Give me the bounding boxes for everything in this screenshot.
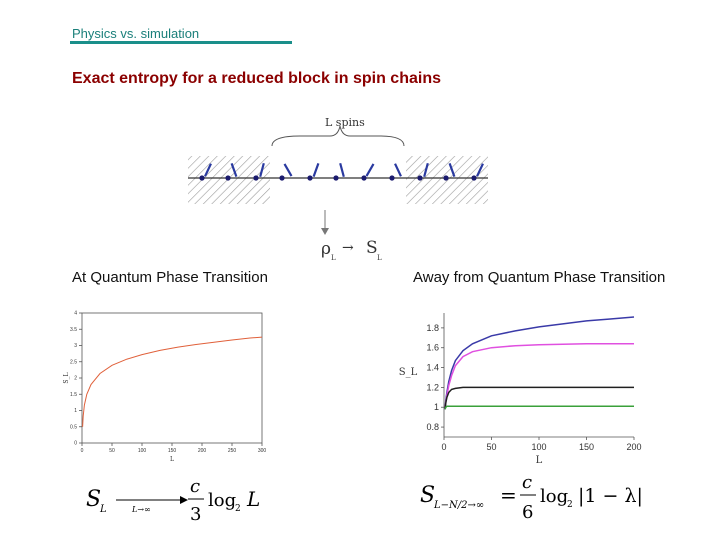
rho-symbol: ρ bbox=[321, 239, 331, 259]
brace-label: L spins bbox=[325, 116, 365, 129]
fraction-numerator: c bbox=[522, 472, 533, 493]
y-tick-label: 1.4 bbox=[426, 362, 439, 373]
log-function: log bbox=[540, 486, 569, 507]
right-panel-heading: Away from Quantum Phase Transition bbox=[413, 269, 666, 286]
section-header: Physics vs. simulation bbox=[72, 26, 200, 41]
critical-entropy-formula bbox=[80, 472, 280, 532]
map-arrow: → bbox=[342, 240, 354, 256]
down-arrow-head bbox=[321, 228, 329, 235]
noncritical-entropy-chart bbox=[398, 305, 648, 465]
entropy-symbol: S bbox=[366, 238, 378, 258]
x-tick-label: 100 bbox=[531, 442, 547, 452]
entropy-subscript: L bbox=[377, 254, 382, 262]
y-axis-label: S_L bbox=[63, 372, 70, 384]
y-axis-label: S_L bbox=[398, 367, 418, 378]
formula-lhs-sub: L bbox=[100, 504, 107, 515]
limit-label: L→∞ bbox=[132, 505, 151, 514]
log-function: log bbox=[208, 490, 237, 511]
y-tick-label: 4 bbox=[74, 310, 77, 317]
limit-arrow-head bbox=[180, 496, 188, 504]
formula-lhs-sub: L−N/2→∞ bbox=[434, 500, 485, 511]
x-tick-label: 0 bbox=[80, 448, 84, 454]
y-tick-label: 1.8 bbox=[426, 322, 439, 333]
y-tick-label: 1 bbox=[433, 402, 439, 413]
log-argument: |1 − λ| bbox=[578, 485, 643, 507]
x-axis-label: L bbox=[170, 456, 174, 463]
formula-lhs: S bbox=[86, 487, 102, 512]
y-tick-label: 1.6 bbox=[426, 342, 439, 353]
y-tick-label: 1 bbox=[74, 408, 77, 415]
x-tick-label: 250 bbox=[227, 448, 237, 454]
y-tick-label: 2 bbox=[74, 375, 77, 382]
critical-entropy-chart bbox=[60, 305, 275, 465]
x-tick-label: 150 bbox=[167, 448, 177, 454]
rho-subscript: L bbox=[331, 254, 336, 262]
fraction-numerator: c bbox=[190, 476, 201, 497]
equals-sign: = bbox=[500, 483, 517, 507]
log-base: 2 bbox=[235, 504, 241, 514]
x-tick-label: 100 bbox=[137, 448, 147, 454]
log-argument: L bbox=[247, 487, 261, 511]
log-base: 2 bbox=[567, 500, 573, 510]
header-rule bbox=[70, 41, 292, 44]
left-panel-heading: At Quantum Phase Transition bbox=[72, 269, 268, 286]
x-tick-label: 50 bbox=[109, 448, 115, 454]
formula-lhs: S bbox=[420, 483, 436, 508]
plot-frame bbox=[82, 313, 262, 443]
y-tick-label: 3 bbox=[74, 343, 77, 350]
block-brace bbox=[272, 126, 404, 146]
x-axis-label: L bbox=[535, 455, 543, 465]
series-line-4 bbox=[445, 406, 634, 409]
series-line-2 bbox=[445, 344, 634, 409]
y-tick-label: 3.5 bbox=[70, 326, 77, 333]
slide-title: Exact entropy for a reduced block in spin chains bbox=[72, 70, 441, 87]
y-tick-label: 0.5 bbox=[70, 424, 77, 431]
x-tick-label: 200 bbox=[626, 442, 642, 452]
y-tick-label: 0.8 bbox=[426, 422, 439, 433]
x-tick-label: 0 bbox=[441, 442, 447, 452]
fraction-denominator: 6 bbox=[522, 502, 534, 523]
spin-chain-diagram bbox=[180, 108, 500, 268]
y-tick-label: 0 bbox=[74, 440, 77, 447]
x-tick-label: 200 bbox=[197, 448, 207, 454]
y-tick-label: 2.5 bbox=[70, 359, 77, 366]
y-tick-label: 1.5 bbox=[70, 391, 77, 398]
series-line-1 bbox=[445, 317, 634, 409]
fraction-denominator: 3 bbox=[190, 504, 202, 525]
x-tick-label: 300 bbox=[257, 448, 267, 454]
noncritical-entropy-formula bbox=[418, 468, 658, 532]
x-tick-label: 150 bbox=[578, 442, 595, 452]
y-tick-label: 1.2 bbox=[426, 382, 439, 393]
x-tick-label: 50 bbox=[486, 442, 497, 452]
series-line-1 bbox=[83, 337, 262, 427]
